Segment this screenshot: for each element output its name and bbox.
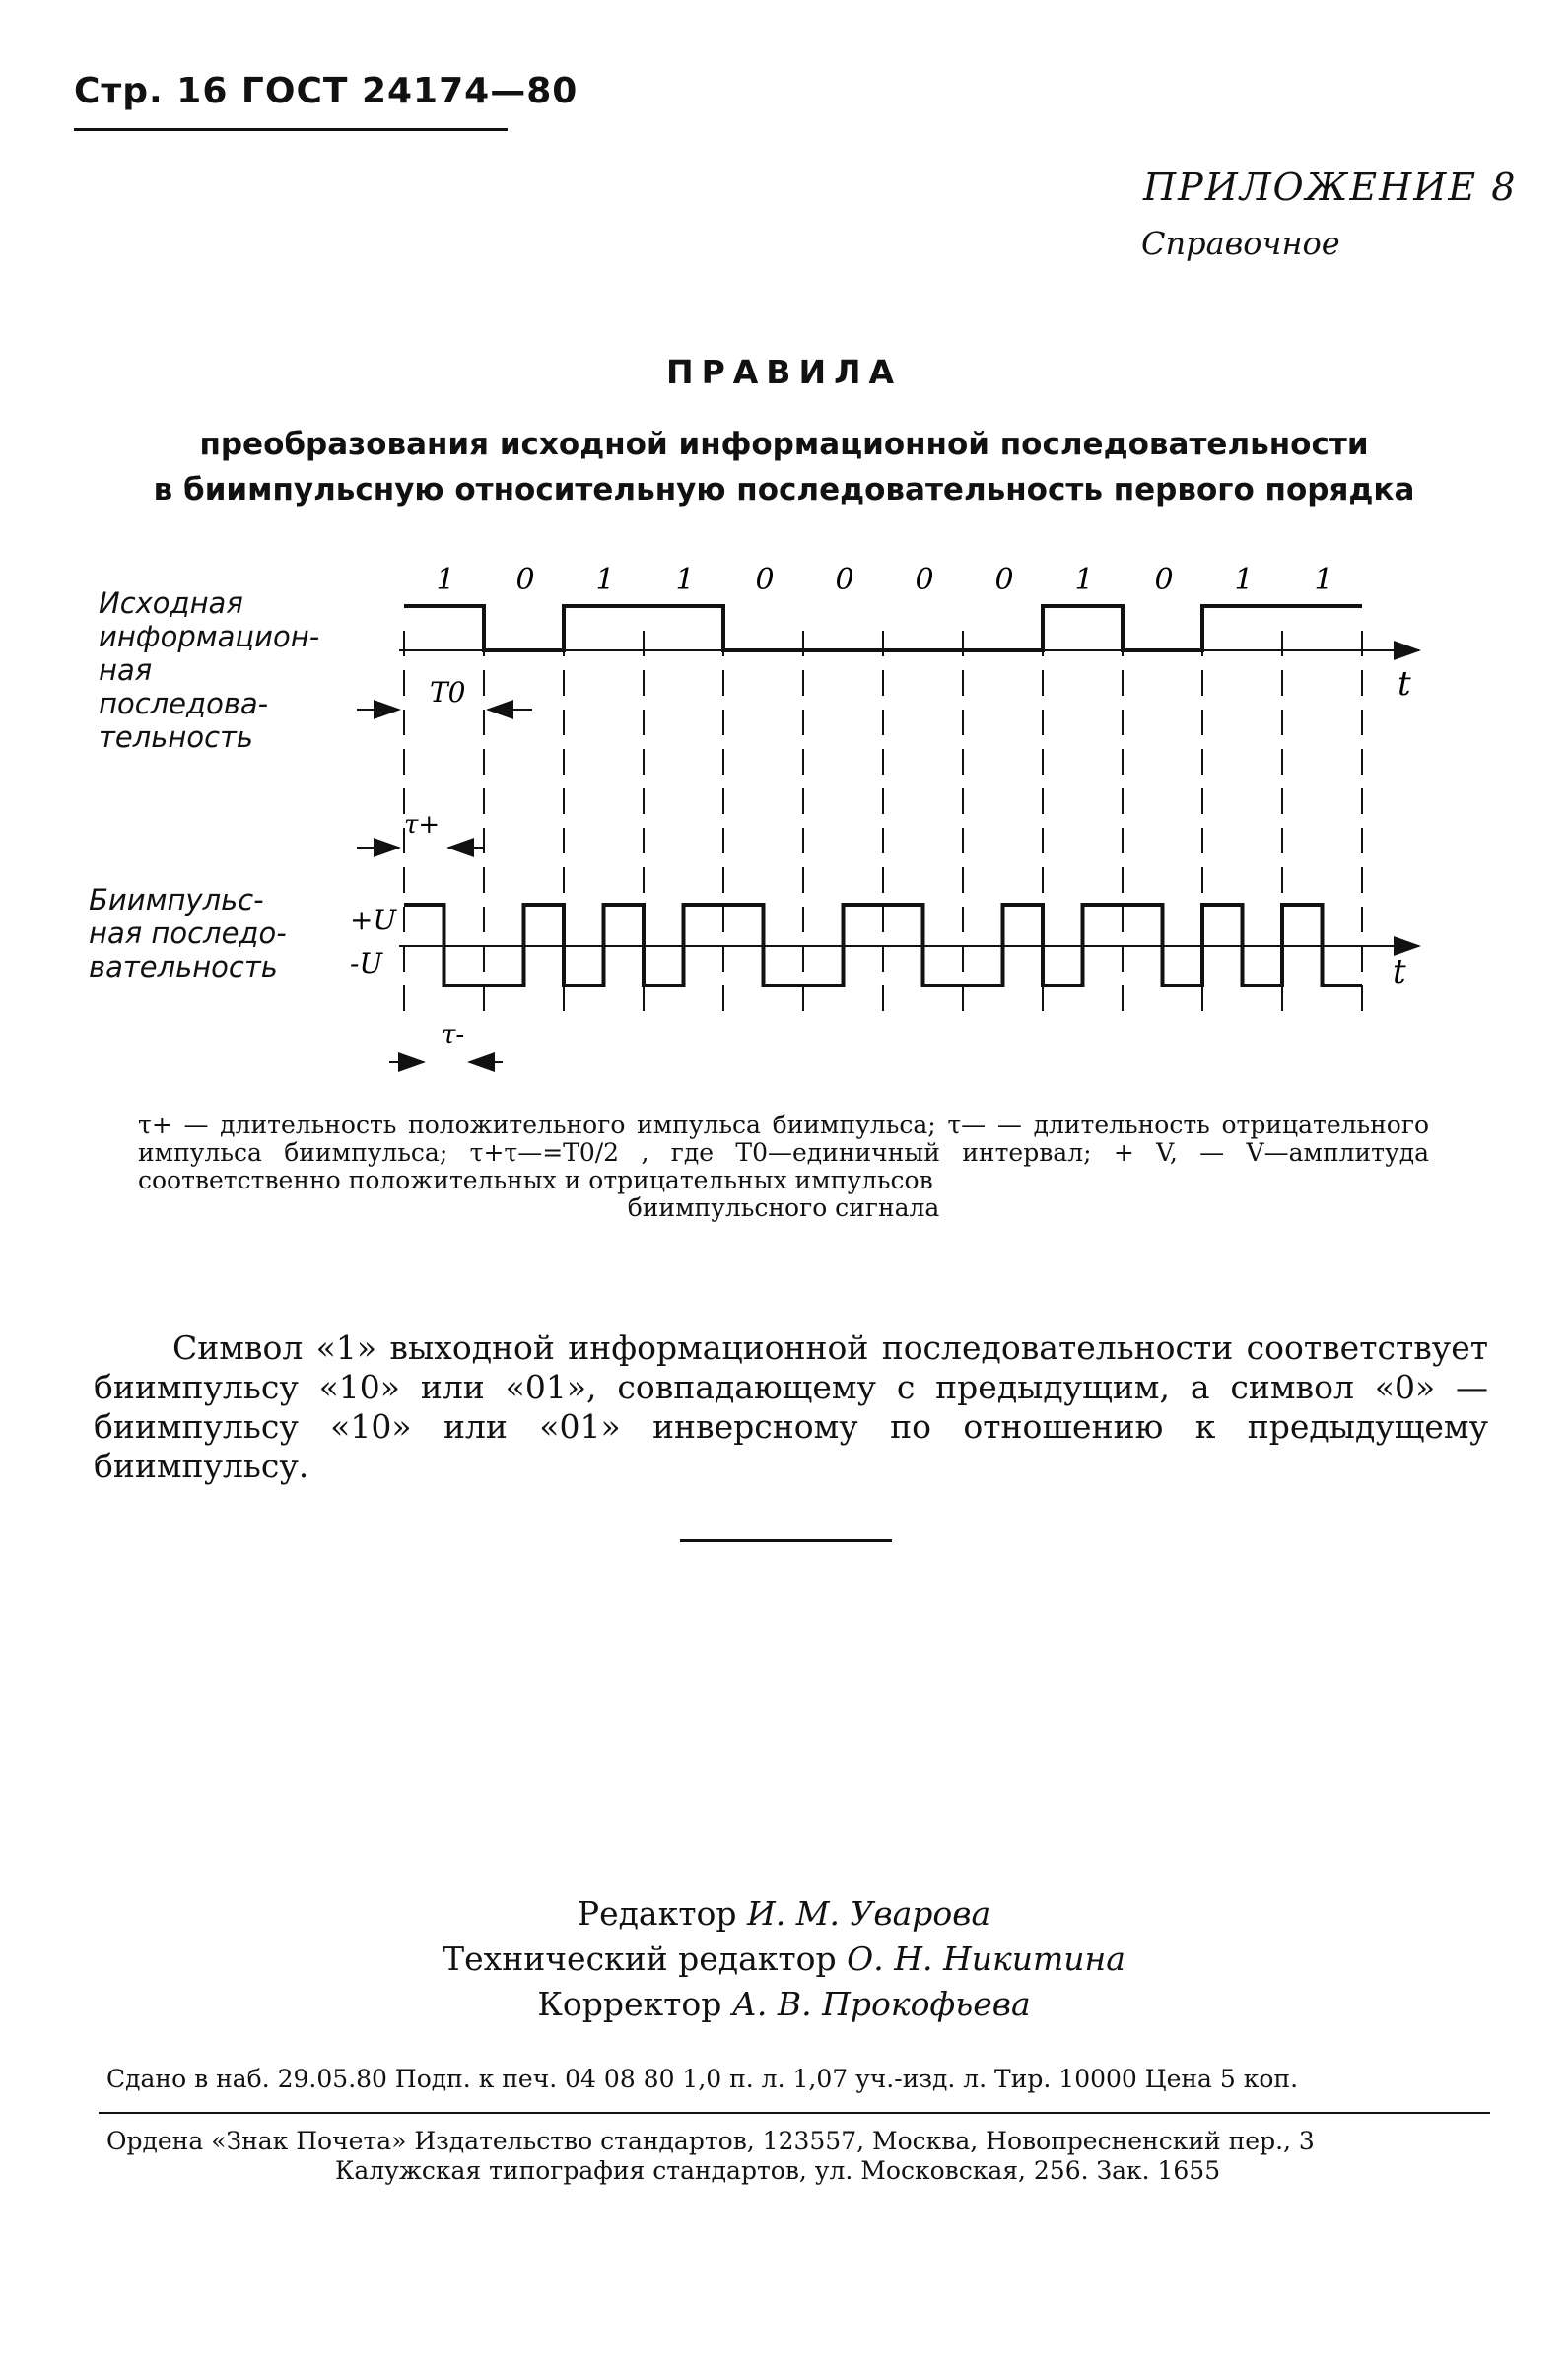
biimpulse-label-line-1: Биимпульс- — [89, 883, 264, 916]
legend-text — [138, 1112, 1429, 1222]
credit-tech-editor — [0, 1939, 1568, 1978]
separator-rule — [680, 1539, 892, 1542]
source-label-line-5: тельность — [99, 720, 253, 754]
biimpulse-label-line-2: ная последо- — [89, 916, 287, 950]
imprint-publisher: Ордена «Знак Почета» Издательство стандартов, 123557, Москва, Новопресненский пер., 3 — [106, 2127, 1315, 2155]
biimpulse-axis-t-label: t — [1393, 952, 1406, 991]
source-sequence-label — [99, 586, 319, 754]
editor-name: И. М. Уварова — [746, 1894, 991, 1933]
rules-subtitle-line-1: преобразования исходной информационной последовательности — [199, 427, 1369, 462]
bit-label: 1 — [1314, 563, 1333, 597]
biimpulse-sequence-label — [89, 883, 287, 984]
source-label-line-4: последова- — [99, 687, 269, 720]
rules-subtitle-line-2: в биимпульсную относительную последовательность первого порядка — [153, 472, 1415, 508]
tau-minus-label: τ- — [442, 1020, 465, 1050]
tech-editor-role: Технический редактор — [443, 1939, 837, 1978]
appendix-type: Справочное — [1141, 225, 1340, 262]
bit-label: 0 — [835, 563, 854, 597]
bit-label: 0 — [915, 563, 934, 597]
tau-plus-label: τ+ — [404, 810, 441, 840]
editor-role: Редактор — [577, 1894, 737, 1933]
interval-t0-label: T0 — [430, 676, 466, 709]
bit-label: 0 — [755, 563, 775, 597]
rules-title: ПРАВИЛА — [665, 353, 903, 391]
legend-main: τ+ — длительность положительного импульса биимпульса; τ— — длительность отрицательного импульса биимпульса; τ+τ—=T0/2 , где T0—единичный интервал; + V, — V—амплитуда соответственно положительных и отрицательных импульсов — [138, 1111, 1429, 1194]
timing-diagram — [0, 0, 1568, 1094]
bit-labels — [437, 563, 1333, 597]
source-label-line-3: ная — [99, 653, 153, 687]
imprint-print-info: Сдано в наб. 29.05.80 Подп. к печ. 04 08 80 1,0 п. л. 1,07 уч.-изд. л. Тир. 10000 Цена 5 коп. — [106, 2065, 1299, 2093]
tech-editor-name: О. Н. Никитина — [847, 1939, 1125, 1978]
bit-label: 0 — [994, 563, 1014, 597]
body-paragraph: Символ «1» выходной информационной последовательности соответствует биимпульсу «10» или «01», совпадающему с предыдущим, а символ «0» — биимпульсу «10» или «01» инверсному по отношению к предыдущему биимпульсу. — [94, 1328, 1488, 1485]
bit-label: 1 — [595, 563, 615, 597]
biimpulse-label-line-3: вательность — [89, 950, 278, 984]
proofreader-name: А. В. Прокофьева — [731, 1985, 1031, 2023]
source-label-line-1: Исходная — [99, 586, 243, 620]
bit-label: 1 — [436, 563, 455, 597]
imprint-printer: Калужская типография стандартов, ул. Московская, 256. Зак. 1655 — [335, 2156, 1221, 2185]
bit-label: 1 — [1234, 563, 1254, 597]
page-header: Стр. 16 ГОСТ 24174—80 — [74, 71, 579, 111]
appendix-title: ПРИЛОЖЕНИЕ 8 — [1143, 166, 1518, 209]
interval-guides — [404, 631, 1362, 1020]
credit-editor — [0, 1894, 1568, 1933]
credit-proofreader — [0, 1985, 1568, 2023]
bit-label: 0 — [515, 563, 535, 597]
plus-level-label: +U — [350, 904, 397, 936]
bit-label: 1 — [675, 563, 695, 597]
bit-label: 0 — [1154, 563, 1174, 597]
minus-level-label: -U — [350, 947, 383, 980]
proofreader-role: Корректор — [537, 1985, 722, 2023]
source-axis-t-label: t — [1398, 664, 1411, 704]
bit-label: 1 — [1074, 563, 1094, 597]
source-label-line-2: информацион- — [99, 620, 320, 653]
imprint-rule — [99, 2112, 1490, 2114]
legend-end: биимпульсного сигнала — [627, 1193, 940, 1222]
